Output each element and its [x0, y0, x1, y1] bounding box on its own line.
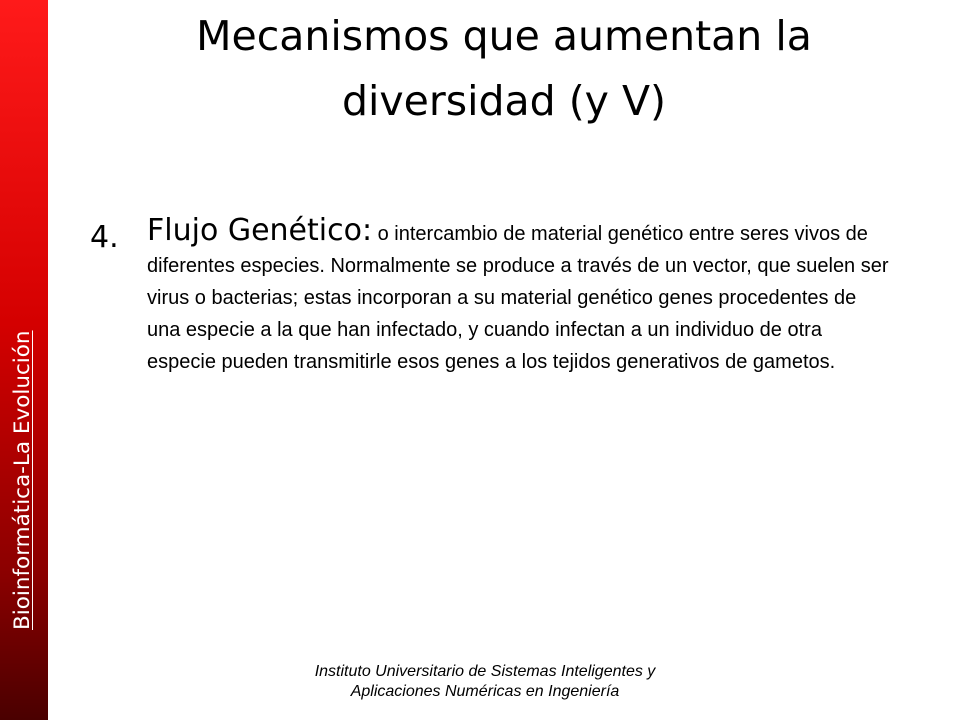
bullet-body: o intercambio de material genético entre seres vivos de diferentes especies. Normalmente se produce a través de un vector, que suelen ser virus o bacterias; estas incorporan a su material genético genes procedentes de una especie a la que han infectado, y cuando infectan a un individuo de otra especie pueden transmitirle esos genes a los tejidos generativos de gametos.: [147, 223, 889, 373]
footer-line-1: Instituto Universitario de Sistemas Inteligentes y: [314, 663, 656, 680]
slide-title-line-1: Mecanismos que aumentan la: [196, 12, 812, 60]
slide-title-line-2: diversidad (y V): [341, 77, 667, 125]
footer-institution: [200, 662, 770, 702]
sidebar-label: Bioinformática-La Evolución: [10, 330, 35, 630]
bullet-text: [147, 213, 890, 378]
footer-line-2: Aplicaciones Numéricas en Ingeniería: [350, 683, 620, 700]
bullet-number: 4.: [90, 220, 119, 255]
slide-title: [48, 4, 960, 134]
numbered-bullet: [90, 213, 890, 378]
sidebar-band: [0, 0, 48, 720]
bullet-heading: Flujo Genético:: [147, 213, 373, 248]
